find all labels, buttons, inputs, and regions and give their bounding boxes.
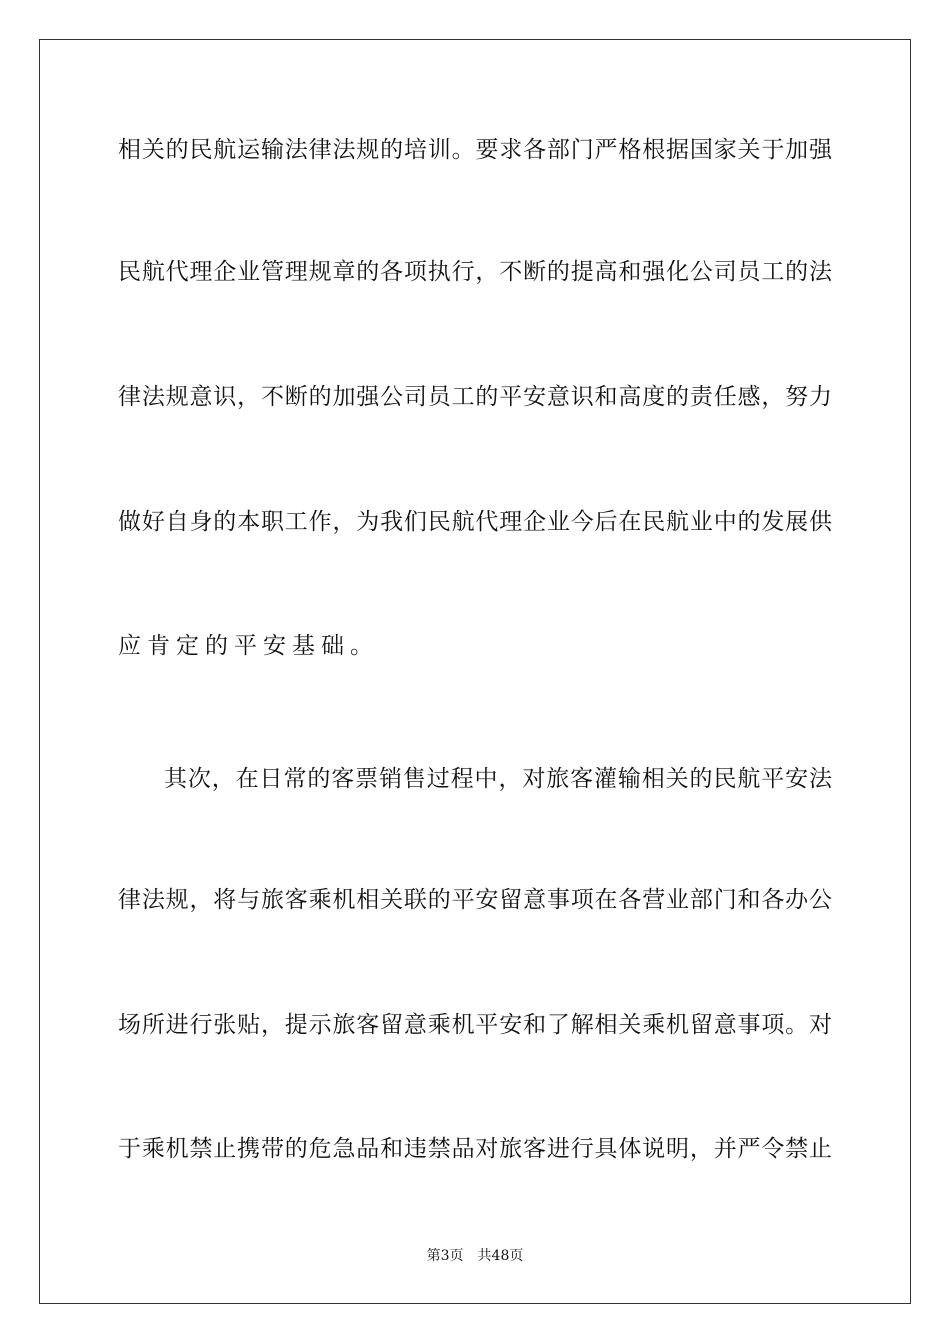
body-text-line: 于乘机禁止携带的危急品和违禁品对旅客进行具体说明，并严令禁止 (118, 1136, 832, 1162)
body-text-line: 应肯定的平安基础。 (118, 633, 379, 659)
page-number: 第3页 (426, 1248, 464, 1264)
body-text-line: 律法规意识，不断的加强公司员工的平安意识和高度的责任感，努力 (118, 384, 832, 410)
body-text-line: 民航代理企业管理规章的各项执行，不断的提高和强化公司员工的法 (118, 259, 832, 285)
page-total: 共48页 (477, 1248, 524, 1264)
body-text-line: 相关的民航运输法律法规的培训。要求各部门严格根据国家关于加强 (118, 137, 832, 163)
body-text-line: 律法规，将与旅客乘机相关联的平安留意事项在各营业部门和各办公 (118, 887, 832, 913)
page-footer (0, 1247, 950, 1265)
body-text-line: 场所进行张贴，提示旅客留意乘机平安和了解相关乘机留意事项。对 (118, 1012, 832, 1038)
page-border (39, 39, 911, 1304)
body-text-line: 做好自身的本职工作，为我们民航代理企业今后在民航业中的发展供 (118, 509, 832, 535)
body-text-line: 其次，在日常的客票销售过程中，对旅客灌输相关的民航平安法 (164, 766, 832, 792)
